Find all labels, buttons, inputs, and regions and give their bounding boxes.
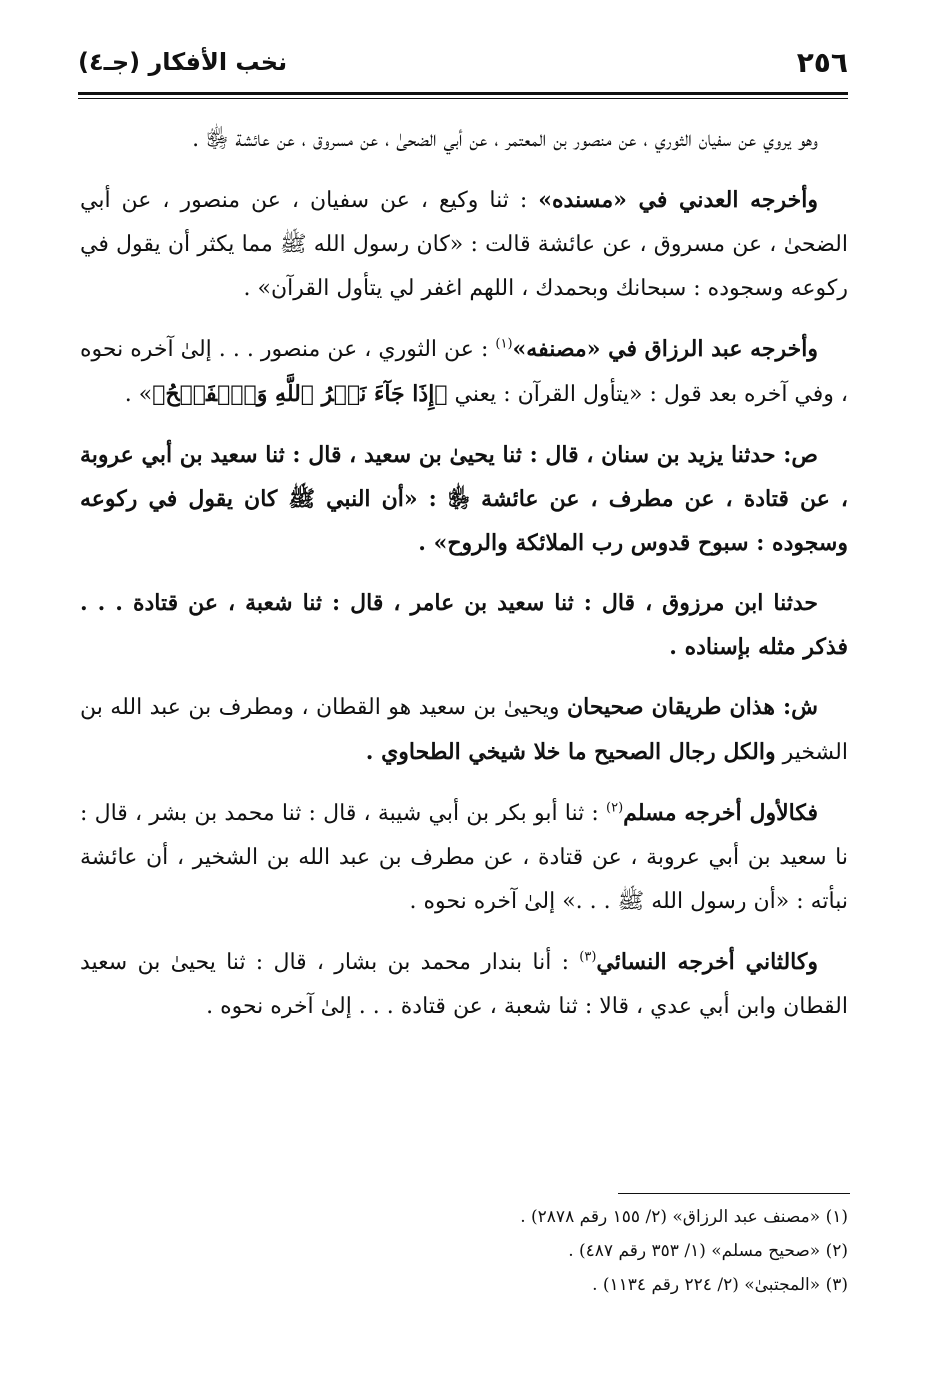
paragraph-3-tail: » . [124, 382, 153, 407]
paragraph-2-text: : ثنا وكيع ، عن سفيان ، عن منصور ، عن أبي الضحىٰ ، عن مسروق ، عن عائشة قالت : «كان رسول الله ﷺ مما يكثر أن يقول في ركوعه وسجوده : سبحانك وبحمدك ، اللهم اغفر لي يتأول القرآن» . [80, 188, 848, 301]
paragraph-3-lead: وأخرجه عبد الرزاق في «مصنفه» [512, 336, 818, 362]
paragraph-8-text: : أنا بندار محمد بن بشار ، قال : ثنا يحيىٰ بن سعيد القطان وابن أبي عدي ، قالا : ثنا شعبة ، عن قتادة . . . إلىٰ آخره نحوه . [80, 950, 848, 1019]
paragraph-4-text: ص: حدثنا يزيد بن سنان ، قال : ثنا يحيىٰ بن سعيد ، قال : ثنا سعيد بن أبي عروبة ، عن قتادة ، عن مطرف ، عن عائشة ﵂ : «أن النبي ﷺ كان يقول في ركوعه وسجوده : سبوح قدوس رب الملائكة والروح» . [80, 442, 848, 556]
footnote-ref-3: (٣) [579, 949, 597, 965]
paragraph-6-text: ويحيىٰ بن سعيد هو القطان ، ومطرف بن عبد الله بن الشخير [80, 695, 848, 765]
paragraph-3 [80, 327, 848, 417]
paragraph-5 [80, 581, 848, 669]
paragraph-6 [80, 685, 848, 775]
paragraph-7-lead: فكالأول أخرجه مسلم [623, 800, 818, 826]
paragraph-2-lead: وأخرجه العدني في «مسنده» [538, 187, 818, 213]
paragraph-3-text: : عن الثوري ، عن منصور . . . إلىٰ آخره نحوه ، وفي آخره بعد قول : «يتأول القرآن : يعني [80, 337, 848, 407]
running-title: نخب الأفكار (جـ٤) [78, 48, 288, 76]
quran-verse: ﴿إِذَا جَآءَ نَصۡرُ ٱللَّهِ وَٱلۡفَتۡحُ﴾ [152, 381, 448, 407]
footnote-2: (٢) «صحيح مسلم» (١/ ٣٥٣ رقم ٤٨٧) . [568, 1241, 848, 1261]
paragraph-7-text: : ثنا أبو بكر بن أبي شيبة ، قال : ثنا محمد بن بشر ، قال : نا سعيد بن أبي عروبة ، عن قتادة ، عن مطرف بن عبد الله بن الشخير ، أن عائشة نبأته : «أن رسول الله ﷺ . . .» إلىٰ آخره نحوه . [80, 801, 849, 914]
paragraph-8-lead: وكالثاني أخرجه النسائي [596, 949, 818, 975]
header-rule-thin [78, 98, 848, 99]
footnote-separator [618, 1193, 850, 1194]
paragraph-1-text: وهو يروي عن سفيان الثوري ، عن منصور بن المعتمر ، عن أبي الضحىٰ ، عن مسروق ، عن عائشة ﵂ . [192, 127, 818, 152]
paragraph-2 [80, 178, 848, 311]
paragraph-8 [80, 940, 848, 1029]
footnote-ref-2: (٢) [606, 800, 624, 816]
page-number: ٢٥٦ [796, 46, 848, 79]
paragraph-7 [80, 791, 848, 924]
paragraph-4 [80, 433, 848, 565]
paragraph-1 [80, 118, 848, 162]
paragraph-6-lead: ش: هذان طريقان صحيحان [566, 694, 818, 720]
footnote-ref-1: (١) [495, 336, 513, 352]
main-text [80, 118, 848, 1045]
footnote-3: (٣) «المجتبىٰ» (٢/ ٢٢٤ رقم ١١٣٤) . [592, 1275, 848, 1295]
paragraph-6-bold-tail: والكل رجال الصحيح ما خلا شيخي الطحاوي . [365, 739, 776, 765]
paragraph-5-text: حدثنا ابن مرزوق ، قال : ثنا سعيد بن عامر ، قال : ثنا شعبة ، عن قتادة . . . فذكر مثله بإسناده . [80, 590, 848, 660]
page-header [78, 44, 848, 92]
header-rule-thick [78, 92, 848, 95]
footnotes [80, 1200, 848, 1302]
footnote-1: (١) «مصنف عبد الرزاق» (٢/ ١٥٥ رقم ٢٨٧٨) . [520, 1207, 848, 1227]
